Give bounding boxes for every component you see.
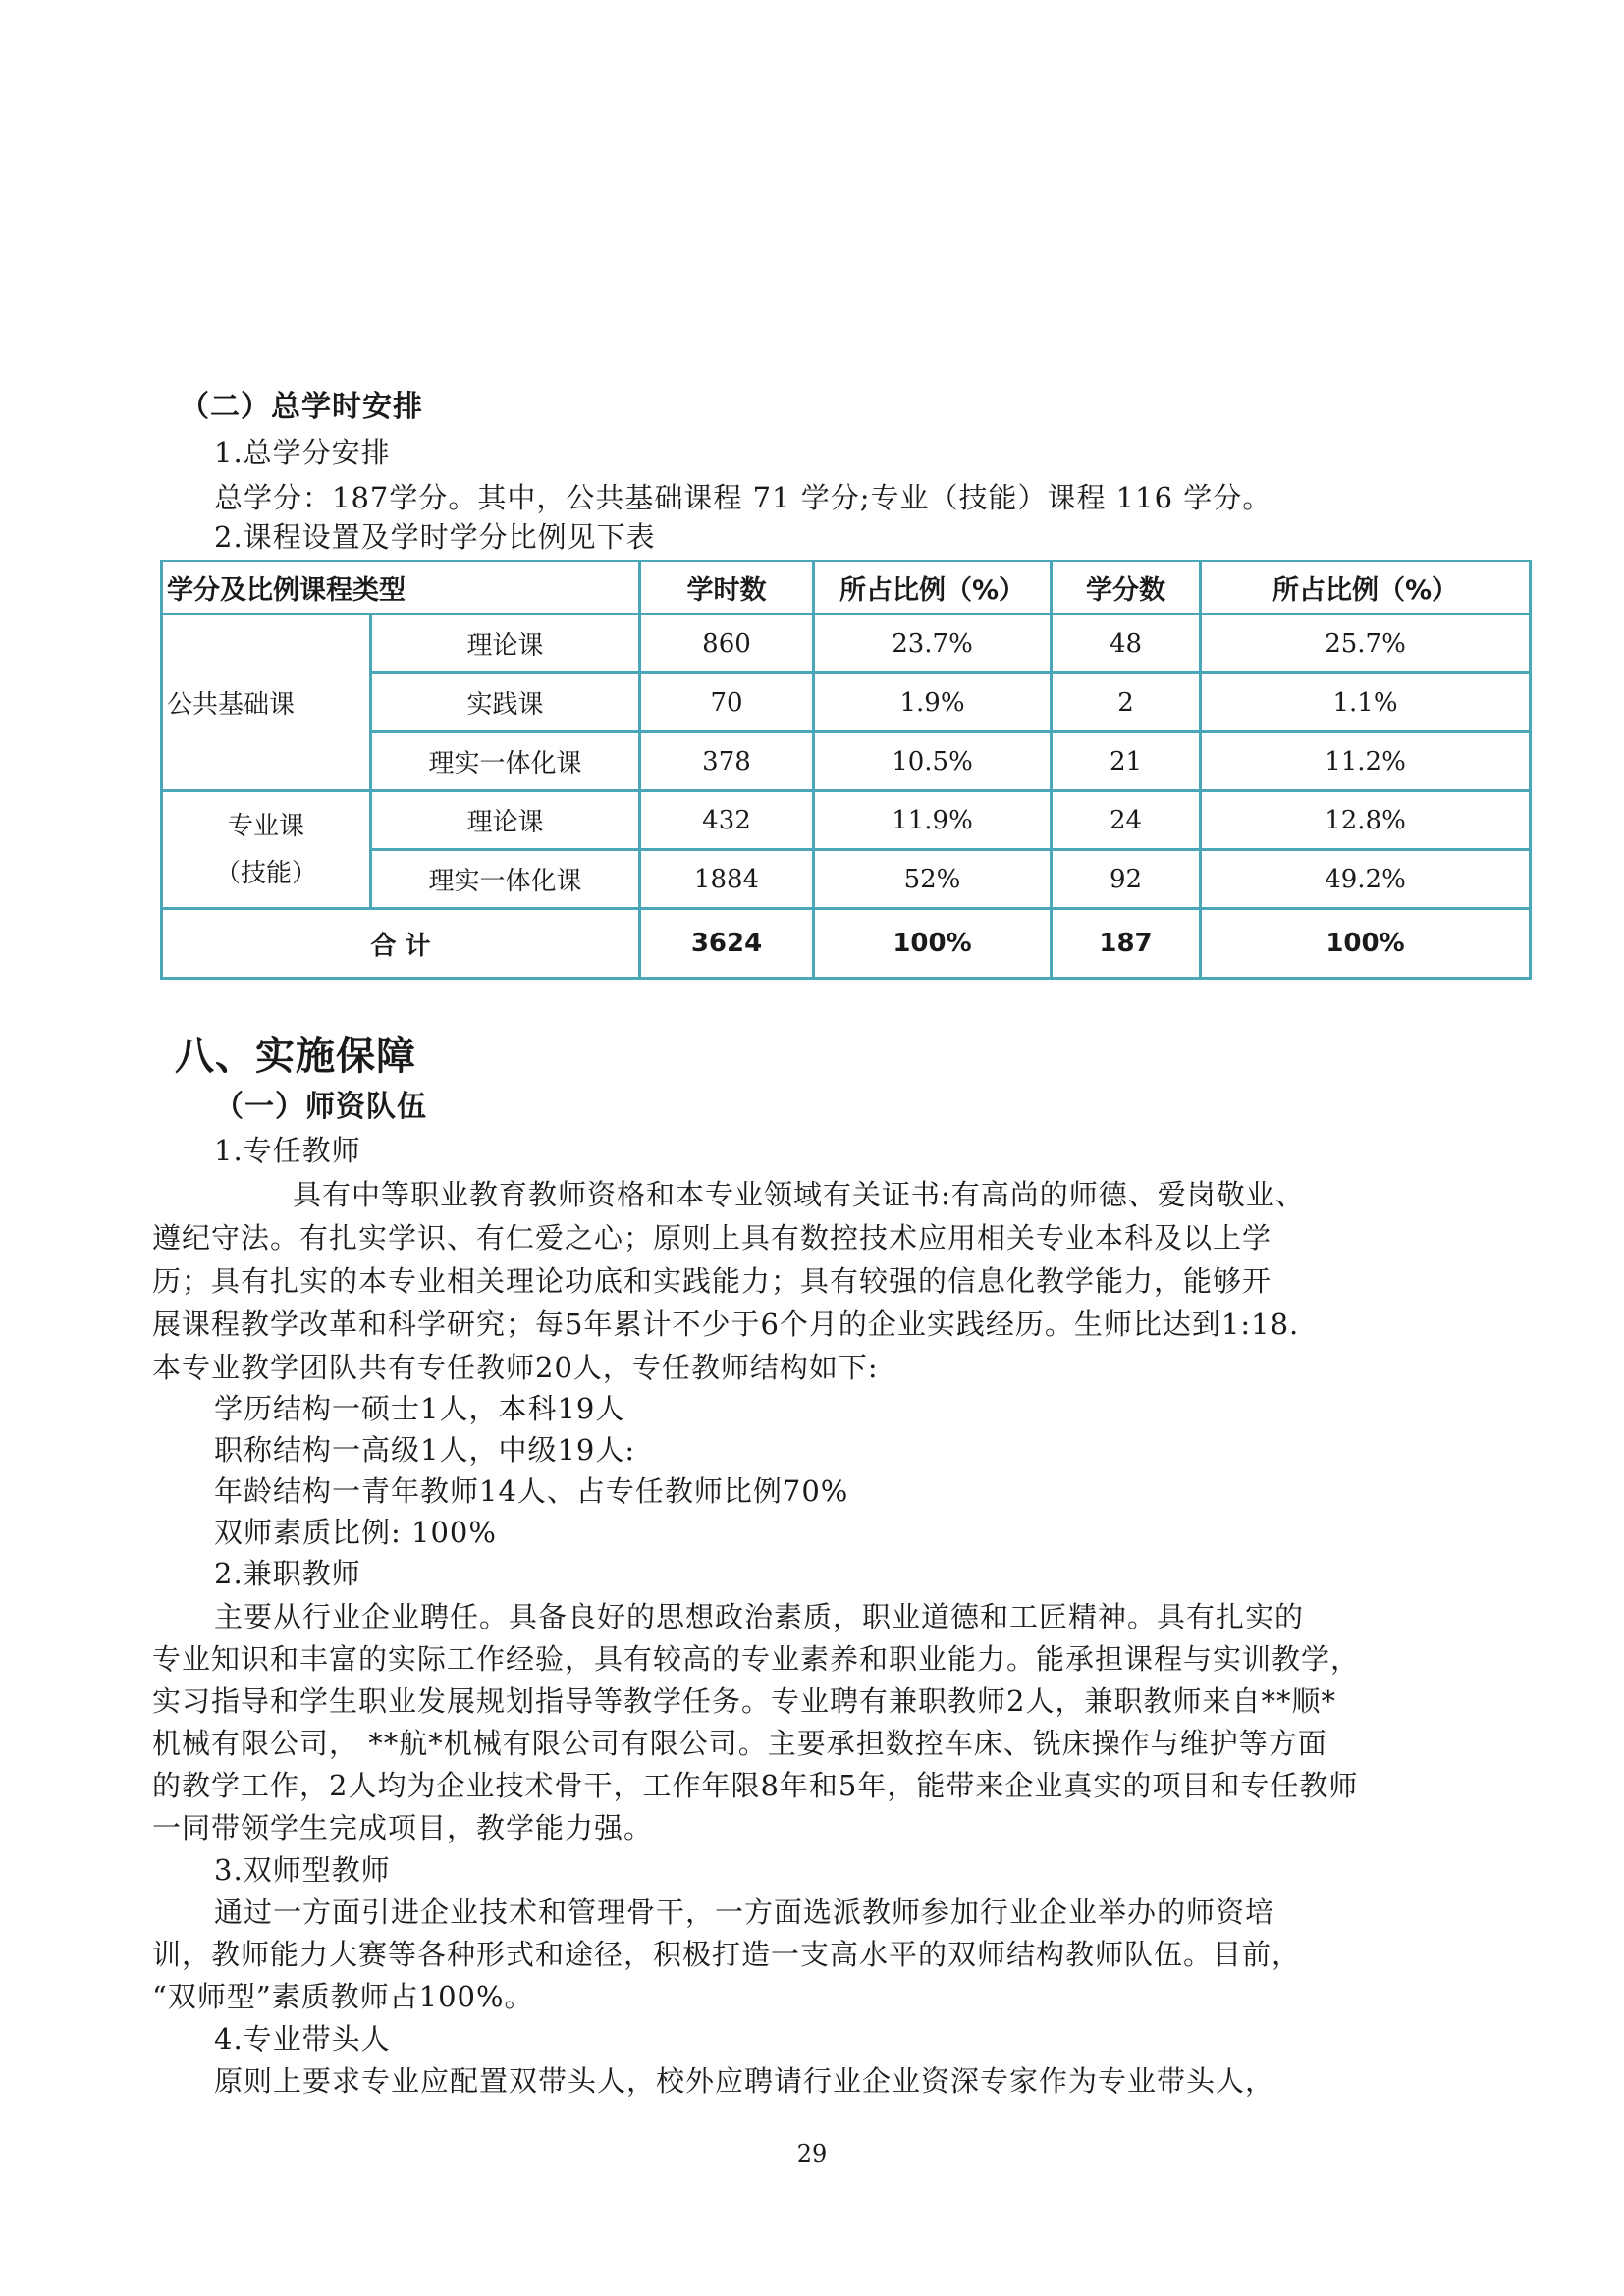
hours-cell: 432 [640, 791, 814, 850]
hours-cell: 1884 [640, 850, 814, 909]
credits-pct-cell: 25.7% [1201, 614, 1531, 673]
total-credits-cell: 187 [1052, 909, 1201, 979]
hours-cell: 70 [640, 673, 814, 732]
paragraph-line: 年龄结构一青年教师14人、占专任教师比例70% [214, 1474, 849, 1508]
paragraph-line: 一同带领学生完成项目，教学能力强。 [152, 1811, 654, 1844]
paragraph-title: 4.专业带头人 [214, 2022, 391, 2056]
page-number: 29 [796, 2140, 828, 2167]
hours-pct-cell: 52% [814, 850, 1052, 909]
credits-pct-cell: 49.2% [1201, 850, 1531, 909]
paragraph-title: 3.双师型教师 [214, 1853, 391, 1887]
paragraph-line: 原则上要求专业应配置双带头人，校外应聘请行业企业资深专家作为专业带头人， [214, 2064, 1275, 2098]
course-type-cell: 理实一体化课 [371, 850, 640, 909]
paragraph-title: 2.兼职教师 [214, 1557, 361, 1590]
table-row [162, 791, 1531, 850]
paragraph-line: 训，教师能力大赛等各种形式和途径，积极打造一支高水平的双师结构教师队伍。目前， [152, 1938, 1302, 1971]
course-type-cell: 理论课 [371, 614, 640, 673]
credits-pct-cell: 1.1% [1201, 673, 1531, 732]
category-professional-line1: 专业课 [227, 811, 304, 841]
chapter-title: 八、实施保障 [175, 1034, 416, 1079]
table-total-row [162, 909, 1531, 979]
category-professional [162, 791, 371, 909]
paragraph-line: 学历结构一硕士1人，本科19人 [214, 1392, 625, 1425]
hours-cell: 378 [640, 732, 814, 791]
credits-cell: 2 [1052, 673, 1201, 732]
credits-cell: 48 [1052, 614, 1201, 673]
credits-summary: 总学分：187学分。其中，公共基础课程 71 学分;专业（技能）课程 116 学分。 [214, 481, 1272, 514]
credits-pct-cell: 12.8% [1201, 791, 1531, 850]
paragraph-line: 具有中等职业教育教师资格和本专业领域有关证书:有高尚的师德、爱岗敬业、 [293, 1178, 1305, 1211]
subsection-title-ratio: 2.课程设置及学时学分比例见下表 [214, 520, 656, 554]
hours-pct-cell: 11.9% [814, 791, 1052, 850]
paragraph-line: 本专业教学团队共有专任教师20人，专任教师结构如下: [152, 1351, 879, 1384]
subsection-title-credits: 1.总学分安排 [214, 436, 391, 469]
paragraph-line: 历；具有扎实的本专业相关理论功底和实践能力；具有较强的信息化教学能力，能够开 [152, 1264, 1272, 1298]
hours-pct-cell: 1.9% [814, 673, 1052, 732]
paragraph-line: 主要从行业企业聘任。具备良好的思想政治素质，职业道德和工匠精神。具有扎实的 [214, 1600, 1305, 1633]
course-type-cell: 实践课 [371, 673, 640, 732]
section-title-total-hours: （二）总学时安排 [180, 390, 423, 424]
section-title-faculty: （一）师资队伍 [214, 1090, 427, 1124]
table-header-cell: 学分及比例课程类型 [162, 561, 640, 614]
category-professional-line2: （技能） [214, 858, 317, 888]
hours-cell: 860 [640, 614, 814, 673]
paragraph-line: “双师型”素质教师占100%。 [152, 1980, 534, 2013]
paragraph-line: 遵纪守法。有扎实学识、有仁爱之心；原则上具有数控技术应用相关专业本科及以上学 [152, 1221, 1272, 1255]
total-label-cell: 合 计 [162, 909, 640, 979]
course-type-cell: 理论课 [371, 791, 640, 850]
total-hours-cell: 3624 [640, 909, 814, 979]
credits-cell: 24 [1052, 791, 1201, 850]
paragraph-line: 通过一方面引进企业技术和管理骨干，一方面选派教师参加行业企业举办的师资培 [214, 1896, 1275, 1929]
credits-cell: 21 [1052, 732, 1201, 791]
table-row [162, 614, 1531, 673]
hours-pct-cell: 23.7% [814, 614, 1052, 673]
paragraph-line: 实习指导和学生职业发展规划指导等教学任务。专业聘有兼职教师2人，兼职教师来自**顺* [152, 1684, 1336, 1718]
paragraph-line: 双师素质比例: 100% [214, 1516, 497, 1549]
total-hours-pct-cell: 100% [814, 909, 1052, 979]
paragraph-line: 职称结构一高级1人，中级19人: [214, 1433, 636, 1467]
paragraph-line: 展课程教学改革和科学研究；每5年累计不少于6个月的企业实践经历。生师比达到1:18. [152, 1308, 1300, 1341]
table-header-row [162, 561, 1531, 614]
category-public-basic: 公共基础课 [162, 614, 371, 791]
course-type-cell: 理实一体化课 [371, 732, 640, 791]
table-header-cell: 学分数 [1052, 561, 1201, 614]
credits-cell: 92 [1052, 850, 1201, 909]
hours-pct-cell: 10.5% [814, 732, 1052, 791]
total-credits-pct-cell: 100% [1201, 909, 1531, 979]
paragraph-line: 的教学工作，2人均为企业技术骨干，工作年限8年和5年，能带来企业真实的项目和专任教师 [152, 1769, 1359, 1802]
paragraph-line: 专业知识和丰富的实际工作经验，具有较高的专业素养和职业能力。能承担课程与实训教学， [152, 1642, 1361, 1676]
credits-pct-cell: 11.2% [1201, 732, 1531, 791]
table-header-cell: 所占比例（%） [1201, 561, 1531, 614]
paragraph-title: 1.专任教师 [214, 1134, 361, 1167]
credit-ratio-table [160, 560, 1532, 980]
paragraph-line: 机械有限公司， **航*机械有限公司有限公司。主要承担数控车床、铣床操作与维护等方面 [152, 1727, 1327, 1760]
table-header-cell: 所占比例（%） [814, 561, 1052, 614]
table-header-cell: 学时数 [640, 561, 814, 614]
